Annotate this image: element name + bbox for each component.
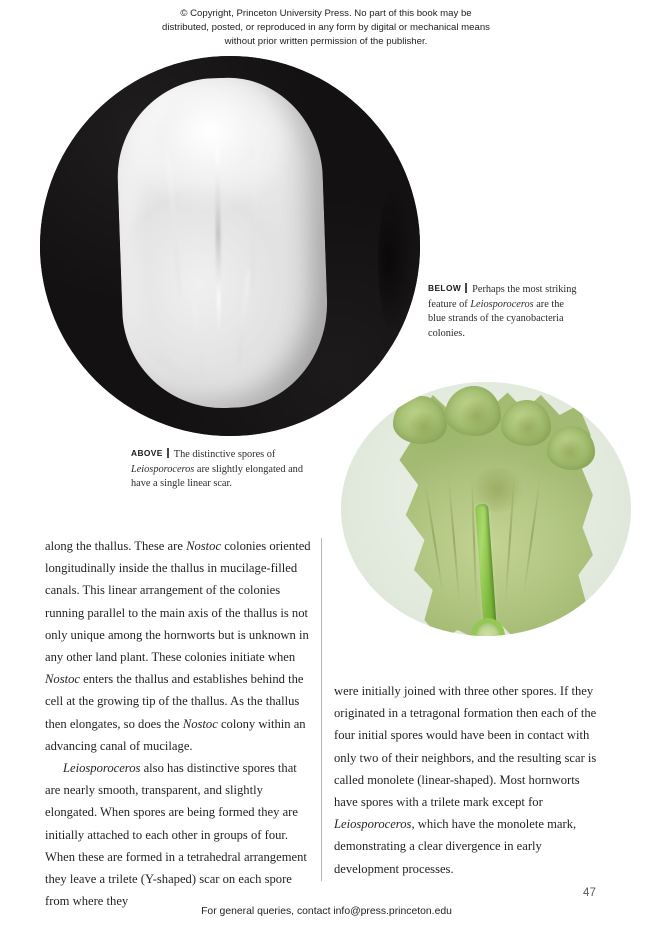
text-run: along the thallus. These are — [45, 539, 187, 553]
caption-divider — [167, 448, 169, 458]
body-column-left — [45, 535, 313, 912]
text-run: colonies oriented longitudinally inside the thallus in mucilage-filled canals. This linear arrangement of the colonies running parallel to the main axis of the thallus is not only unique among the hornworts but is unknown in any other land plant. These colonies initiate when — [45, 539, 311, 665]
column-divider — [321, 538, 322, 881]
footer-query-text: For general queries, contact info@press.princeton.edu — [201, 906, 452, 917]
thallus-mottle — [555, 438, 585, 466]
caption-below — [428, 281, 584, 341]
genus-name: Nostoc — [186, 539, 222, 553]
text-run: also has distinctive spores that are nearly smooth, transparent, and slightly elongated. When spores are being formed they are initially attached to each other in groups of four. When these are formed in a tetrahedral arrangement they leave a trilete (Y-shaped) scar on each spore from where they — [45, 761, 307, 909]
thallus-mottle — [459, 400, 495, 432]
thallus-mottle — [407, 412, 441, 442]
caption-below-label: BELOW — [428, 283, 462, 293]
body-column-right — [334, 680, 602, 880]
paragraph — [45, 535, 313, 757]
spore-sem-micrograph — [40, 56, 420, 436]
text-run: colony within an advancing canal of mucilage. — [45, 716, 306, 753]
genus-name: Leiosporoceros — [334, 817, 412, 832]
caption-above-text-part1: The distinctive spores of — [173, 449, 276, 460]
caption-above-label: ABOVE — [131, 448, 163, 458]
caption-below-text-part2: are the blue strands of the cyanobacteria colonies. — [428, 298, 564, 339]
page-number: 47 — [583, 886, 596, 899]
thallus-photograph — [341, 382, 631, 636]
paragraph — [45, 757, 313, 912]
spore-body — [114, 75, 330, 412]
paragraph — [334, 680, 602, 880]
thallus-mottle — [513, 414, 543, 442]
spore-ridge — [166, 146, 182, 297]
genus-name: Nostoc — [182, 716, 218, 731]
genus-name: Leiosporoceros — [63, 761, 141, 776]
caption-above — [131, 446, 321, 492]
caption-above-species: Leiosporoceros — [131, 463, 195, 475]
copyright-notice: © Copyright, Princeton University Press. No part of this book may be distributed, posted, or reproduced in any form by digital or mechanical means without prior written permission of the publisher. — [162, 8, 490, 48]
text-run: , which have the monolete mark, demonstrating a clear divergence in early development processes. — [334, 817, 577, 876]
caption-below-text-part1: Perhaps the most striking feature of — [428, 284, 577, 310]
caption-divider — [465, 283, 467, 293]
caption-below-species: Leiosporoceros — [470, 298, 534, 310]
spore-ridge — [236, 269, 250, 368]
caption-above-text-part2: are slightly elongated and have a single linear scar. — [131, 463, 303, 490]
genus-name: Nostoc — [45, 672, 80, 687]
text-run: were initially joined with three other spores. If they originated in a tetragonal formation then each of the four initial spores would have been in contact with only two of their neighbors, and the resulting scar is called monolete (linear-shaped). Most hornworts have spores with a trilete mark except for — [334, 684, 597, 810]
spore-shadow — [378, 185, 414, 337]
text-run: enters the thallus and establishes behind the cell at the growing tip of the thallus. As the thallus then elongates, so does the — [45, 672, 304, 731]
spore-ridge — [193, 297, 203, 376]
spore-ridge — [251, 116, 260, 288]
